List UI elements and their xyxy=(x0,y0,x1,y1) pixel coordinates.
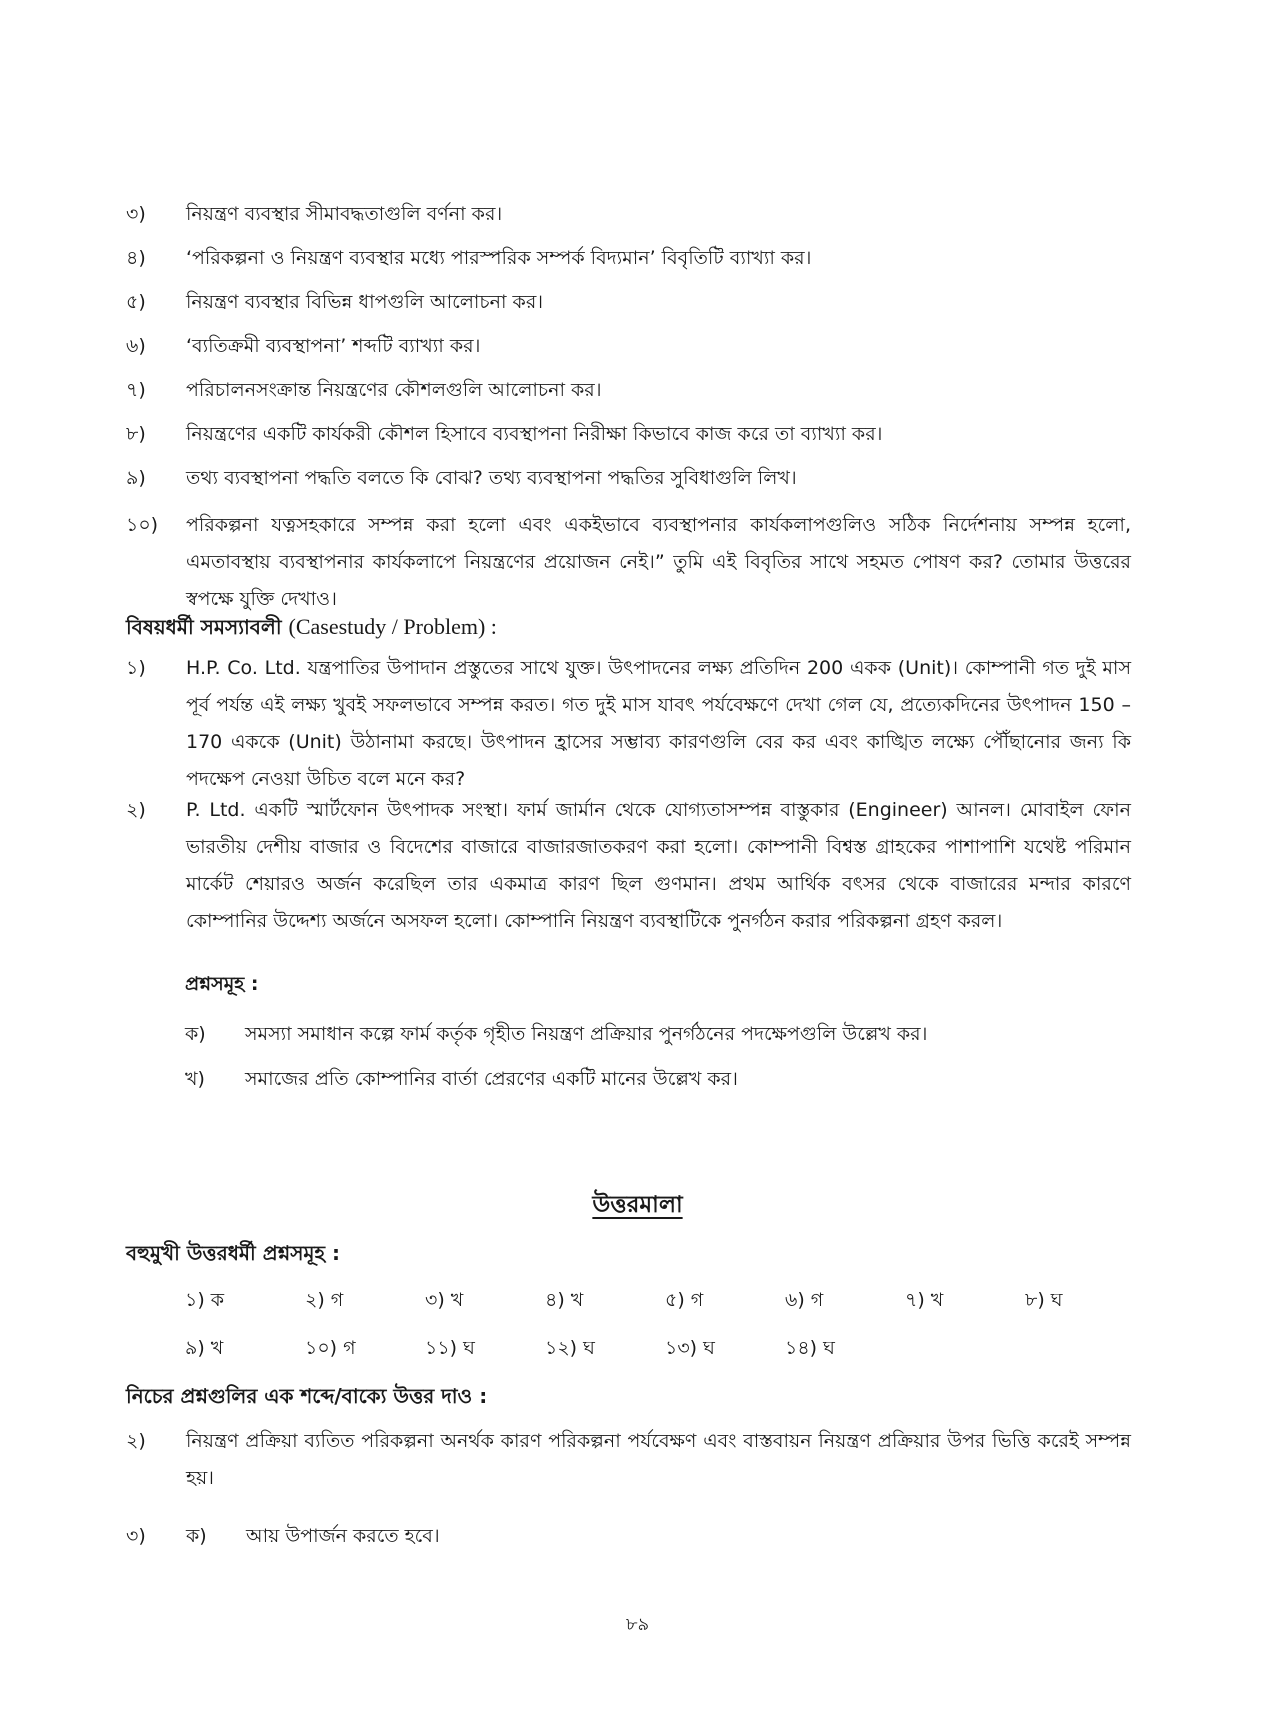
case-question-number: ক) xyxy=(185,1023,206,1045)
short-answer-text: নিয়ন্ত্রণ প্রক্রিয়া ব্যতিত পরিকল্পনা অনর্থক কারণ পরিকল্পনা পর্যবেক্ষণ এবং বাস্তবায়ন নিয়ন্ত্রণ প্রক্রিয়ার উপর ভিত্তি করেই সম্পন্ন হয়। xyxy=(186,1430,1131,1489)
mcq-answer: ১৪) ঘ xyxy=(785,1337,835,1359)
casestudy-heading-en: (Casestudy / Problem) : xyxy=(288,614,497,639)
mcq-heading: বহুমুখী উত্তরধর্মী প্রশ্নসমূহ : xyxy=(126,1241,341,1265)
casestudy-item xyxy=(126,792,1131,940)
mcq-answer: ১) ক xyxy=(185,1289,225,1311)
question-text: পরিকল্পনা যত্নসহকারে সম্পন্ন করা হলো এবং একইভাবে ব্যবস্থাপনার কার্যকলাপগুলিও সঠিক নির্দেশনায় সম্পন্ন হলো, এমতাবস্থায় ব্যবস্থাপনার কার্যকলাপে নিয়ন্ত্রণের প্রয়োজন নেই।” তুমি এই বিবৃতির সাথে সহমত পোষণ কর? তোমার উত্তরের স্বপক্ষে যুক্তি দেখাও। xyxy=(186,514,1131,610)
answers-title xyxy=(0,1186,1275,1225)
question-item xyxy=(126,416,1131,453)
mcq-answer: ৫) গ xyxy=(665,1289,704,1311)
mcq-answer: ১১) ঘ xyxy=(425,1337,475,1359)
casestudy-text: P. Ltd. একটি স্মার্টফোন উৎপাদক সংস্থা। ফার্ম জার্মান থেকে যোগ্যতাসম্পন্ন বাস্তুকার (Engineer) আনল। মোবাইল ফোন ভারতীয় দেশীয় বাজার ও বিদেশের বাজারে বাজারজাতকরণ করা হলো। কোম্পানী বিশ্বস্ত গ্রাহকের পাশাপাশি যথেষ্ট পরিমান মার্কেট শেয়ারও অর্জন করেছিল তার একমাত্র কারণ ছিল গুণমান। প্রথম আর্থিক বৎসর থেকে বাজারের মন্দার কারণে কোম্পানির উদ্দেশ্য অর্জনে অসফল হলো। কোম্পানি নিয়ন্ত্রণ ব্যবস্থাটিকে পুনর্গঠন করার পরিকল্পনা গ্রহণ করল। xyxy=(186,799,1131,932)
question-number: ৬) xyxy=(126,335,146,357)
question-text: পরিচালনসংক্রান্ত নিয়ন্ত্রণের কৌশলগুলি আলোচনা কর। xyxy=(186,379,602,401)
mcq-answer: ৪) খ xyxy=(545,1289,584,1311)
question-text: ‘পরিকল্পনা ও নিয়ন্ত্রণ ব্যবস্থার মধ্যে পারস্পরিক সম্পর্ক বিদ্যমান’ বিবৃতিটি ব্যাখ্যা কর। xyxy=(186,247,812,269)
mcq-answer: ৬) গ xyxy=(785,1289,824,1311)
mcq-answer-row xyxy=(185,1286,1135,1318)
question-number: ৮) xyxy=(126,423,146,445)
short-answer-item xyxy=(126,1518,1131,1555)
question-item xyxy=(126,372,1131,409)
question-item xyxy=(126,240,1131,277)
casestudy-item xyxy=(126,650,1131,798)
question-item xyxy=(126,507,1131,618)
case-question-item xyxy=(185,1062,1130,1096)
casestudy-text: H.P. Co. Ltd. যন্ত্রপাতির উপাদান প্রস্তুতের সাথে যুক্ত। উৎপাদনের লক্ষ্য প্রতিদিন 200 একক (Unit)। কোম্পানী গত দুই মাস পূর্ব পর্যন্ত এই লক্ষ্য খুবই সফলভাবে সম্পন্ন করত। গত দুই মাস যাবৎ পর্যবেক্ষণে দেখা গেল যে, প্রত্যেকদিনের উৎপাদন 150 – 170 এককে (Unit) উঠানামা করছে। উৎপাদন হ্রাসের সম্ভাব্য কারণগুলি বের কর এবং কাঙ্খিত লক্ষ্যে পৌঁছানোর জন্য কি পদক্ষেপ নেওয়া উচিত বলে মনে কর? xyxy=(186,657,1131,790)
mcq-answer: ১২) ঘ xyxy=(545,1337,595,1359)
case-question-text: সমাজের প্রতি কোম্পানির বার্তা প্রেরণের একটি মানের উল্লেখ কর। xyxy=(245,1068,738,1090)
short-answer-number: ৩) xyxy=(126,1525,146,1547)
casestudy-number: ১) xyxy=(126,657,146,679)
case-question-item xyxy=(185,1017,1130,1051)
question-item xyxy=(126,284,1131,321)
question-number: ৫) xyxy=(126,291,146,313)
question-number: ৯) xyxy=(126,467,146,489)
short-answer-sub-number: ক) xyxy=(186,1525,207,1547)
mcq-answer: ১৩) ঘ xyxy=(665,1337,715,1359)
question-number: ৭) xyxy=(126,379,146,401)
casestudy-number: ২) xyxy=(126,799,146,821)
question-text: নিয়ন্ত্রণের একটি কার্যকরী কৌশল হিসাবে ব্যবস্থাপনা নিরীক্ষা কিভাবে কাজ করে তা ব্যাখ্যা কর। xyxy=(186,423,883,445)
mcq-answer: ৯) খ xyxy=(185,1337,224,1359)
question-item xyxy=(126,196,1131,233)
mcq-answer: ৩) খ xyxy=(425,1289,464,1311)
short-answer-item xyxy=(126,1423,1131,1497)
casestudy-heading xyxy=(126,612,497,642)
question-number: ১০) xyxy=(126,514,159,536)
question-text: ‘ব্যতিক্রমী ব্যবস্থাপনা’ শব্দটি ব্যাখ্যা কর। xyxy=(186,335,481,357)
short-answer-number: ২) xyxy=(126,1430,146,1452)
short-answer-body xyxy=(186,1518,1131,1555)
short-answer-text: আয় উপার্জন করতে হবে। xyxy=(246,1525,440,1547)
question-item xyxy=(126,460,1131,497)
mcq-answer: ৭) খ xyxy=(905,1289,944,1311)
mcq-answer: ২) গ xyxy=(305,1289,344,1311)
question-number: ৩) xyxy=(126,203,146,225)
question-number: ৪) xyxy=(126,247,146,269)
casestudy-heading-bn: বিষয়ধর্মী সমস্যাবলী xyxy=(126,615,282,639)
short-answer-heading: নিচের প্রশ্নগুলির এক শব্দে/বাক্যে উত্তর দাও : xyxy=(126,1384,488,1408)
case-question-text: সমস্যা সমাধান কল্পে ফার্ম কর্তৃক গৃহীত নিয়ন্ত্রণ প্রক্রিয়ার পুনর্গঠনের পদক্ষেপগুলি উল্লেখ কর। xyxy=(245,1023,928,1045)
question-text: নিয়ন্ত্রণ ব্যবস্থার বিভিন্ন ধাপগুলি আলোচনা কর। xyxy=(186,291,544,313)
question-item xyxy=(126,328,1131,365)
page-number: ৮৯ xyxy=(625,1614,650,1635)
mcq-answer: ১০) গ xyxy=(305,1337,356,1359)
mcq-answer: ৮) ঘ xyxy=(1025,1289,1063,1311)
question-text: নিয়ন্ত্রণ ব্যবস্থার সীমাবদ্ধতাগুলি বর্ণনা কর। xyxy=(186,203,503,225)
question-text: তথ্য ব্যবস্থাপনা পদ্ধতি বলতে কি বোঝ? তথ্য ব্যবস্থাপনা পদ্ধতির সুবিধাগুলি লিখ। xyxy=(186,467,797,489)
case-question-number: খ) xyxy=(185,1068,205,1090)
answers-title-text: উত্তরমালা xyxy=(592,1192,683,1218)
mcq-answer-row xyxy=(185,1334,1135,1366)
questions-sub-heading: প্রশ্নসমূহ : xyxy=(185,973,259,995)
